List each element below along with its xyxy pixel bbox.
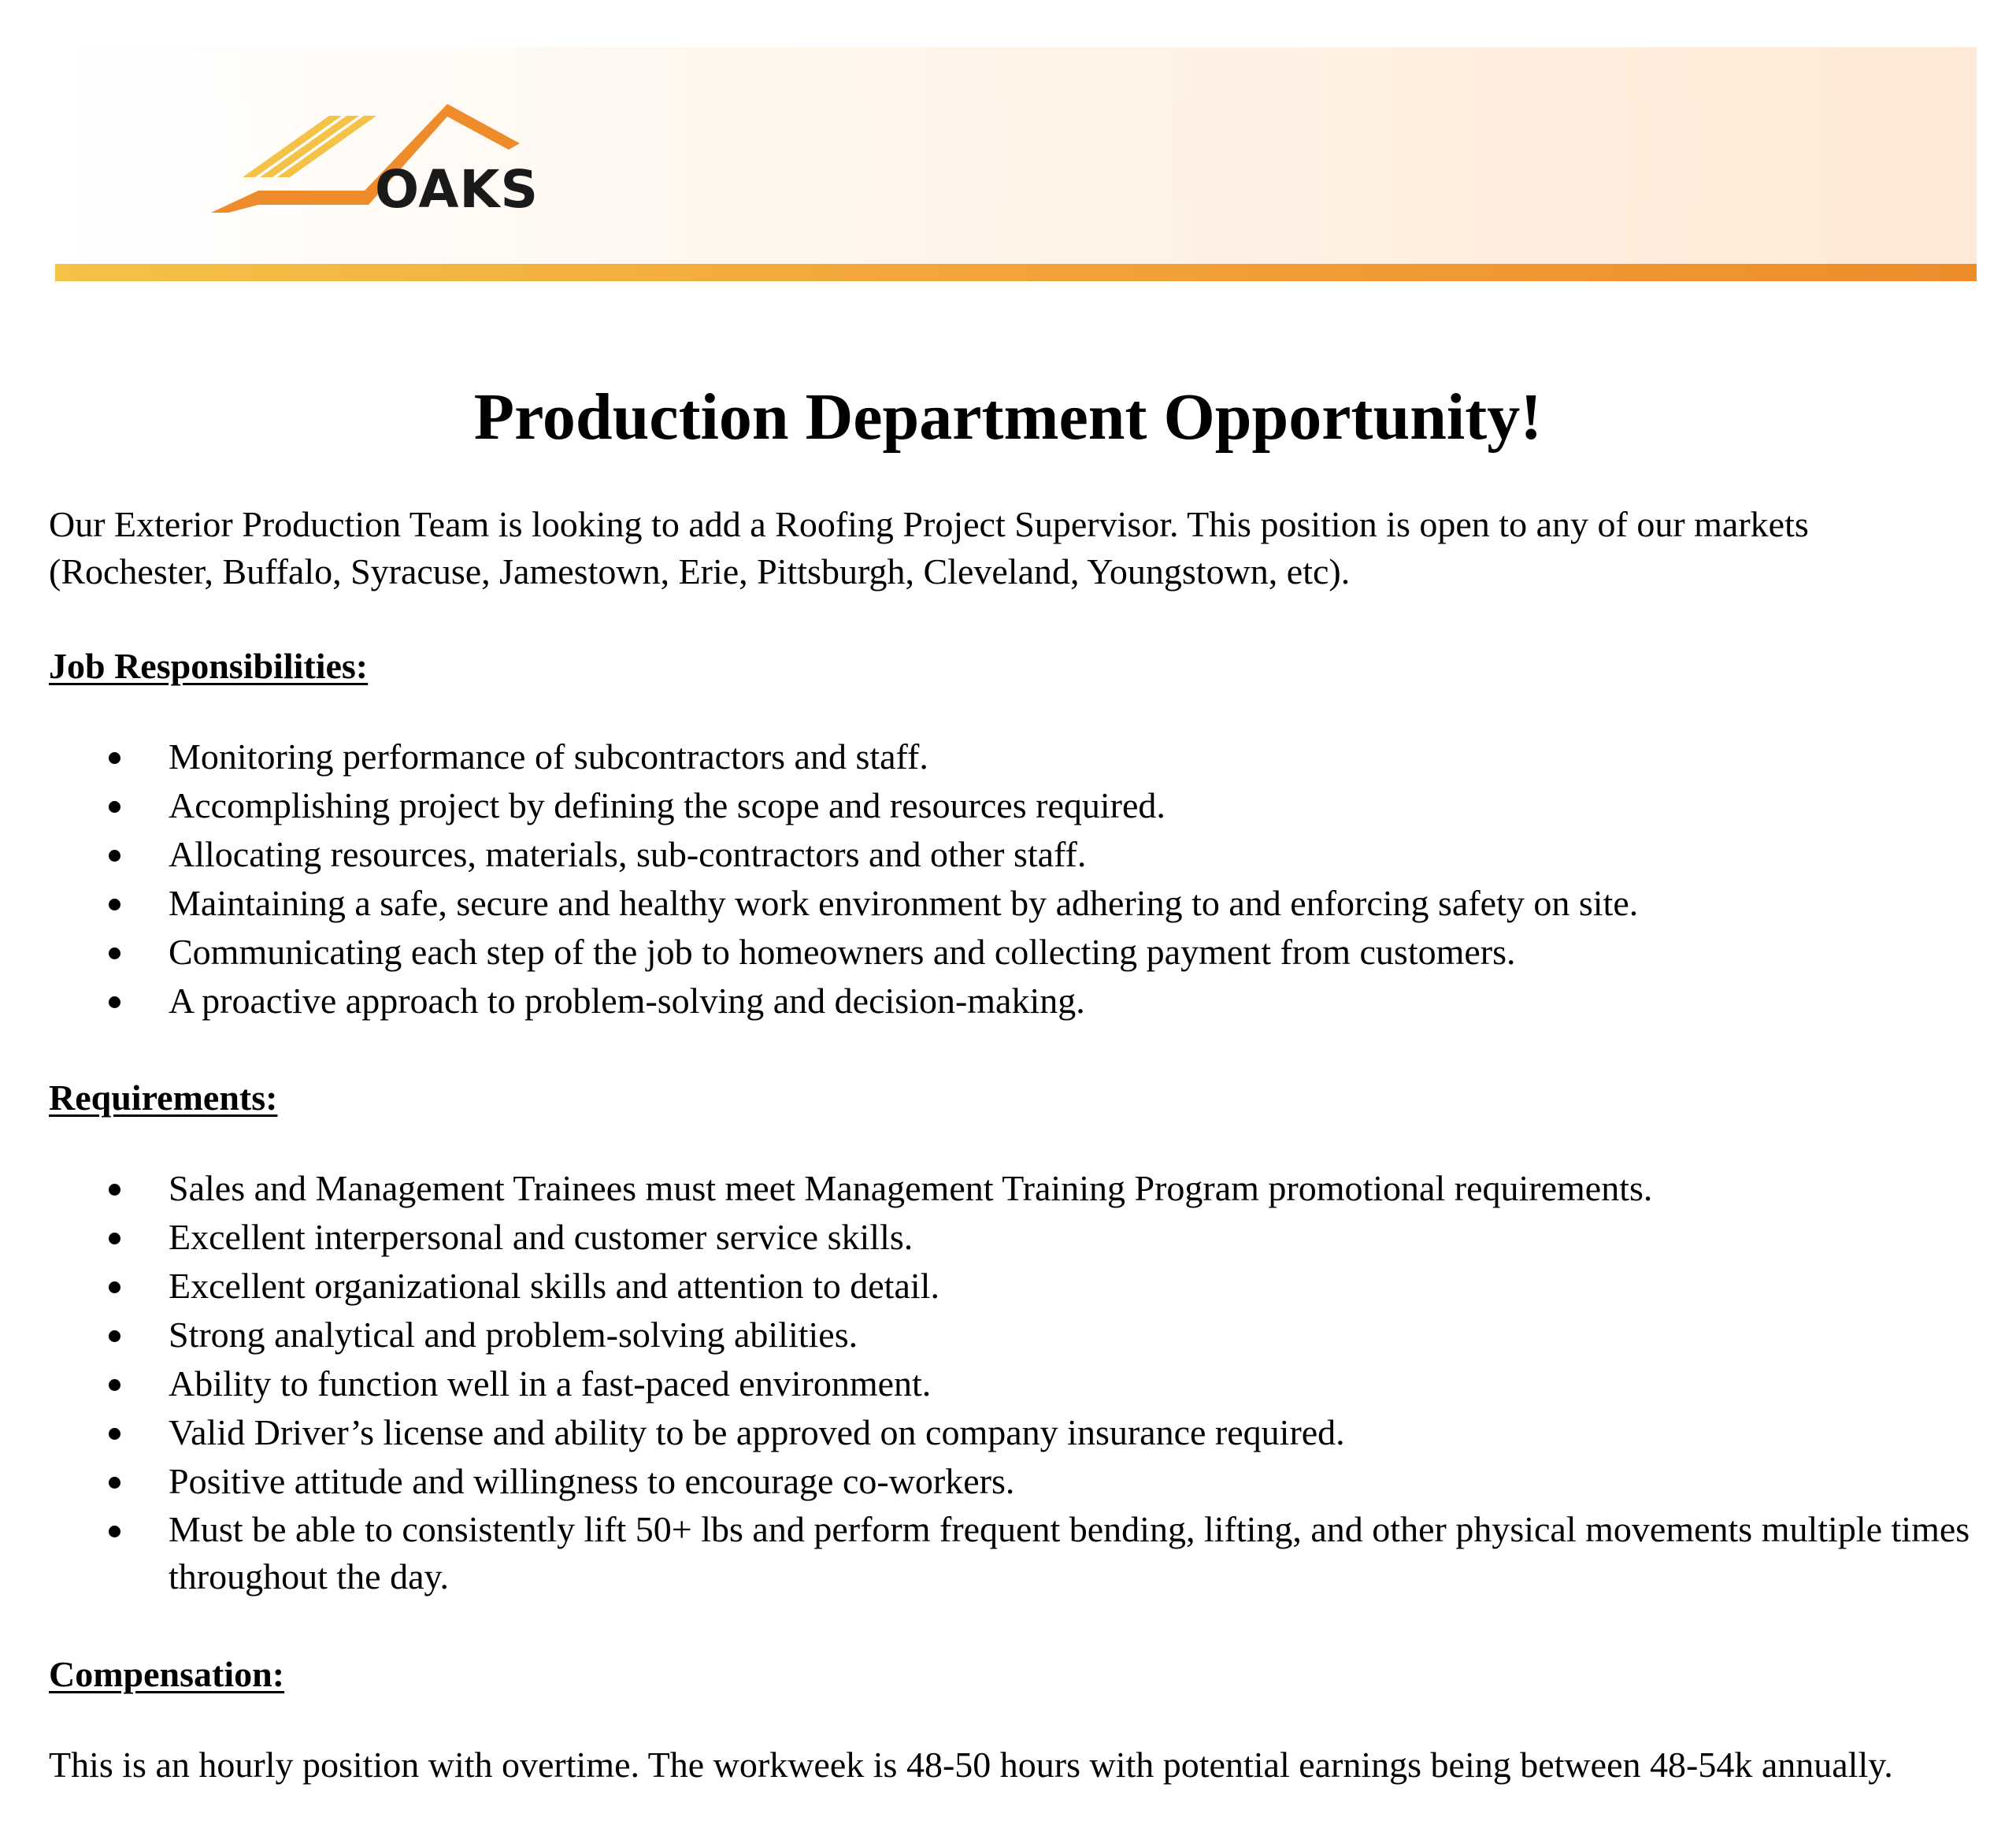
responsibilities-heading: Job Responsibilities: (49, 646, 369, 686)
bullet-icon (109, 1281, 120, 1293)
bullet-icon (109, 1233, 120, 1244)
bullet-icon (109, 899, 120, 910)
bullet-icon (109, 1184, 120, 1196)
header-rule (55, 264, 1977, 281)
list-item: Sales and Management Trainees must meet Management Training Program promotional requirements. (49, 1164, 1970, 1213)
list-item: Excellent organizational skills and attention to detail. (49, 1262, 1970, 1311)
oaks-logo (211, 95, 539, 228)
list-item: Strong analytical and problem-solving abilities. (49, 1311, 1970, 1359)
intro-paragraph: Our Exterior Production Team is looking to add a Roofing Project Supervisor. This position is open to any of our markets (Rochester, Buffalo, Syracuse, Jamestown, Erie, Pittsburgh, Cleveland, Youngstown, etc). (49, 504, 1809, 592)
list-item: Positive attitude and willingness to encourage co-workers. (49, 1457, 1970, 1506)
list-item: Must be able to consistently lift 50+ lbs and perform frequent bending, lifting, and other physical movements multiple times throughout the day. (49, 1506, 1970, 1600)
bullet-icon (109, 1330, 120, 1342)
list-item: Allocating resources, materials, sub-contractors and other staff. (49, 830, 1970, 879)
list-item: Accomplishing project by defining the scope and resources required. (49, 781, 1970, 830)
list-item: Communicating each step of the job to homeowners and collecting payment from customers. (49, 928, 1970, 977)
requirements-list (49, 1164, 1970, 1600)
logo-wordmark: OAKS (375, 159, 539, 220)
compensation-heading: Compensation: (49, 1654, 285, 1694)
bullet-icon (109, 1428, 120, 1440)
page-title: Production Department Opportunity! (473, 380, 1543, 454)
list-item: Valid Driver’s license and ability to be approved on company insurance required. (49, 1408, 1970, 1457)
bullet-icon (109, 801, 120, 813)
list-item: A proactive approach to problem-solving and decision-making. (49, 977, 1970, 1025)
bullet-icon (109, 1477, 120, 1489)
responsibilities-list (49, 732, 1970, 1025)
bullet-icon (109, 948, 120, 959)
bullet-icon (109, 752, 120, 764)
bullet-icon (109, 996, 120, 1008)
list-item: Maintaining a safe, secure and healthy work environment by adhering to and enforcing safety on site. (49, 879, 1970, 928)
requirements-heading: Requirements: (49, 1077, 278, 1118)
list-item: Ability to function well in a fast-paced environment. (49, 1359, 1970, 1408)
bullet-icon (109, 1379, 120, 1391)
list-item: Excellent interpersonal and customer service skills. (49, 1213, 1970, 1262)
list-item: Monitoring performance of subcontractors and staff. (49, 732, 1970, 781)
bullet-icon (109, 850, 120, 862)
compensation-text: This is an hourly position with overtime. The workweek is 48-50 hours with potential earnings being between 48-54k annually. (49, 1745, 1893, 1785)
bullet-icon (109, 1526, 120, 1537)
